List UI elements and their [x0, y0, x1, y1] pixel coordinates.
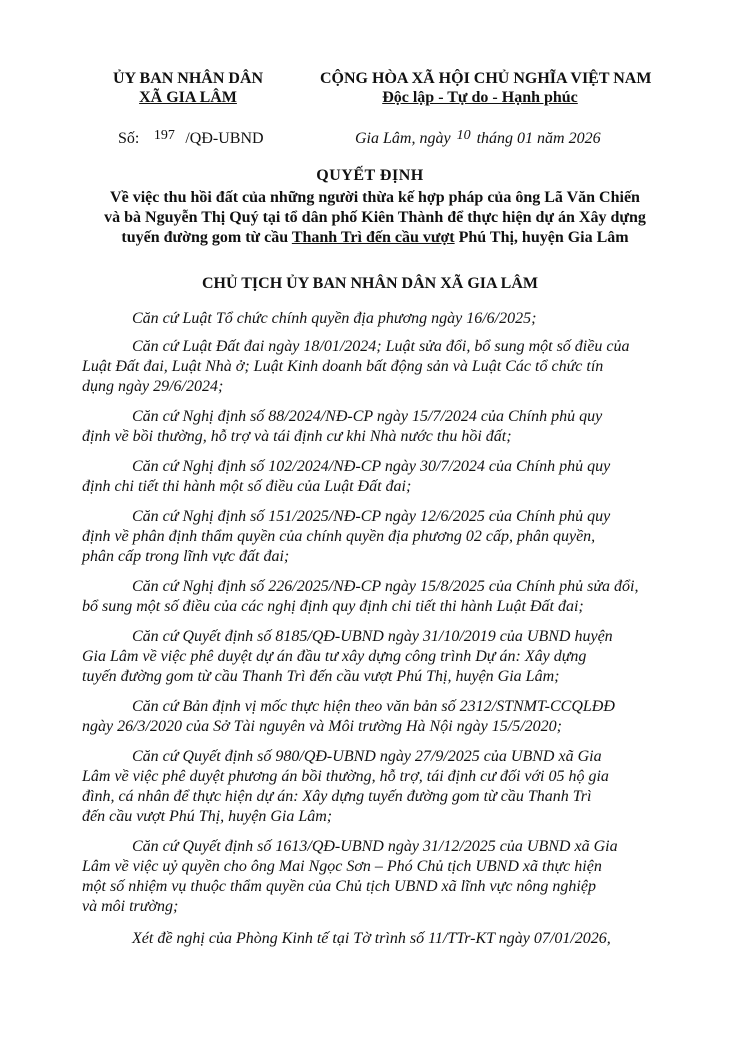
- legal-basis-line: đình, cá nhân để thực hiện dự án: Xây dựng tuyến đường gom từ cầu Thanh Trì: [82, 788, 592, 805]
- legal-basis-line: ngày 26/3/2020 của Sở Tài nguyên và Môi trường Hà Nội ngày 15/5/2020;: [82, 718, 562, 735]
- issue-date-suffix: tháng 01 năm 2026: [476, 130, 601, 147]
- subject-line-3-b: Phú Thị, huyện Gia Lâm: [454, 229, 629, 246]
- legal-basis-line: Căn cứ Bản định vị mốc thực hiện theo văn bản số 2312/STNMT-CCQLĐĐ: [132, 698, 615, 715]
- legal-basis-line: Luật Đất đai, Luật Nhà ở; Luật Kinh doanh bất động sản và Luật Các tổ chức tín: [82, 358, 604, 375]
- legal-basis-line: Lâm về việc uỷ quyền cho ông Mai Ngọc Sơn – Phó Chủ tịch UBND xã thực hiện: [82, 858, 602, 875]
- subject-line-3-underlined: Thanh Trì đến cầu vượt: [291, 229, 455, 246]
- national-motto-text: Độc lập - Tự do - Hạnh phúc: [382, 89, 578, 106]
- legal-basis-line: Lâm về việc phê duyệt phương án bồi thường, hỗ trợ, tái định cư đối với 05 hộ gia: [82, 768, 609, 785]
- legal-basis-line: phân cấp trong lĩnh vực đất đai;: [82, 548, 290, 565]
- legal-basis-line: định về bồi thường, hỗ trợ và tái định cư khi Nhà nước thu hồi đất;: [82, 428, 512, 445]
- legal-basis-line: Căn cứ Nghị định số 102/2024/NĐ-CP ngày 30/7/2024 của Chính phủ quy: [132, 458, 611, 475]
- legal-basis-line: định về phân định thẩm quyền của chính quyền địa phương 02 cấp, phân quyền,: [82, 528, 596, 545]
- legal-basis-line: và môi trường;: [82, 898, 179, 915]
- document-number-value: 197: [153, 128, 175, 143]
- legal-basis-line: Căn cứ Luật Đất đai ngày 18/01/2024; Luật sửa đổi, bổ sung một số điều của: [132, 338, 630, 355]
- legal-basis-line: đến cầu vượt Phú Thị, huyện Gia Lâm;: [82, 808, 333, 825]
- subject-line-1: Về việc thu hồi đất của những người thừa kế hợp pháp của ông Lã Văn Chiến: [110, 189, 640, 206]
- issue-date-prefix: Gia Lâm, ngày: [355, 130, 451, 147]
- document-number-prefix: Số:: [118, 130, 140, 147]
- agency-name-line1: ỦY BAN NHÂN DÂN: [113, 70, 264, 87]
- issue-date: [355, 130, 601, 148]
- legal-basis-line: dụng ngày 29/6/2024;: [82, 378, 224, 395]
- agency-name-line2: [113, 89, 263, 107]
- legal-basis-line: Căn cứ Nghị định số 88/2024/NĐ-CP ngày 15/7/2024 của Chính phủ quy: [132, 408, 603, 425]
- legal-basis-line: tuyến đường gom từ cầu Thanh Trì đến cầu vượt Phú Thị, huyện Gia Lâm;: [82, 668, 560, 685]
- legal-basis-line: Gia Lâm về việc phê duyệt dự án đầu tư xây dựng công trình Dự án: Xây dựng: [82, 648, 587, 665]
- document-title: QUYẾT ĐỊNH: [316, 167, 424, 184]
- national-title: CỘNG HÒA XÃ HỘI CHỦ NGHĨA VIỆT NAM: [320, 70, 652, 87]
- issue-date-day: 10: [456, 128, 471, 143]
- legal-basis-line: Căn cứ Quyết định số 8185/QĐ-UBND ngày 31/10/2019 của UBND huyện: [132, 628, 613, 645]
- document-number-suffix: /QĐ-UBND: [185, 130, 264, 147]
- legal-basis-line: một số nhiệm vụ thuộc thẩm quyền của Chủ tịch UBND xã lĩnh vực nông nghiệp: [82, 878, 596, 895]
- legal-basis-line: Căn cứ Luật Tổ chức chính quyền địa phương ngày 16/6/2025;: [132, 310, 537, 327]
- agency-name-text: XÃ GIA LÂM: [139, 89, 237, 106]
- legal-basis-line: Căn cứ Nghị định số 226/2025/NĐ-CP ngày 15/8/2025 của Chính phủ sửa đổi,: [132, 578, 639, 595]
- legal-basis-line: định chi tiết thi hành một số điều của Luật Đất đai;: [82, 478, 412, 495]
- national-motto: [320, 89, 640, 107]
- subject-line-3-a: tuyến đường gom từ cầu: [121, 229, 292, 246]
- legal-basis-line: Căn cứ Quyết định số 1613/QĐ-UBND ngày 31/12/2025 của UBND xã Gia: [132, 838, 618, 855]
- document-number: [118, 130, 264, 148]
- subject-line-2: và bà Nguyễn Thị Quý tại tổ dân phố Kiên Thành để thực hiện dự án Xây dựng: [104, 209, 646, 226]
- legal-basis-line: bổ sung một số điều của các nghị định quy định chi tiết thi hành Luật Đất đai;: [82, 598, 584, 615]
- legal-basis-line: Căn cứ Quyết định số 980/QĐ-UBND ngày 27/9/2025 của UBND xã Gia: [132, 748, 602, 765]
- issuing-authority: CHỦ TỊCH ỦY BAN NHÂN DÂN XÃ GIA LÂM: [201, 275, 538, 292]
- subject-line-3: [95, 229, 655, 247]
- legal-basis-line: Căn cứ Nghị định số 151/2025/NĐ-CP ngày 12/6/2025 của Chính phủ quy: [132, 508, 611, 525]
- consideration-line: Xét đề nghị của Phòng Kinh tế tại Tờ trình số 11/TTr-KT ngày 07/01/2026,: [132, 930, 611, 947]
